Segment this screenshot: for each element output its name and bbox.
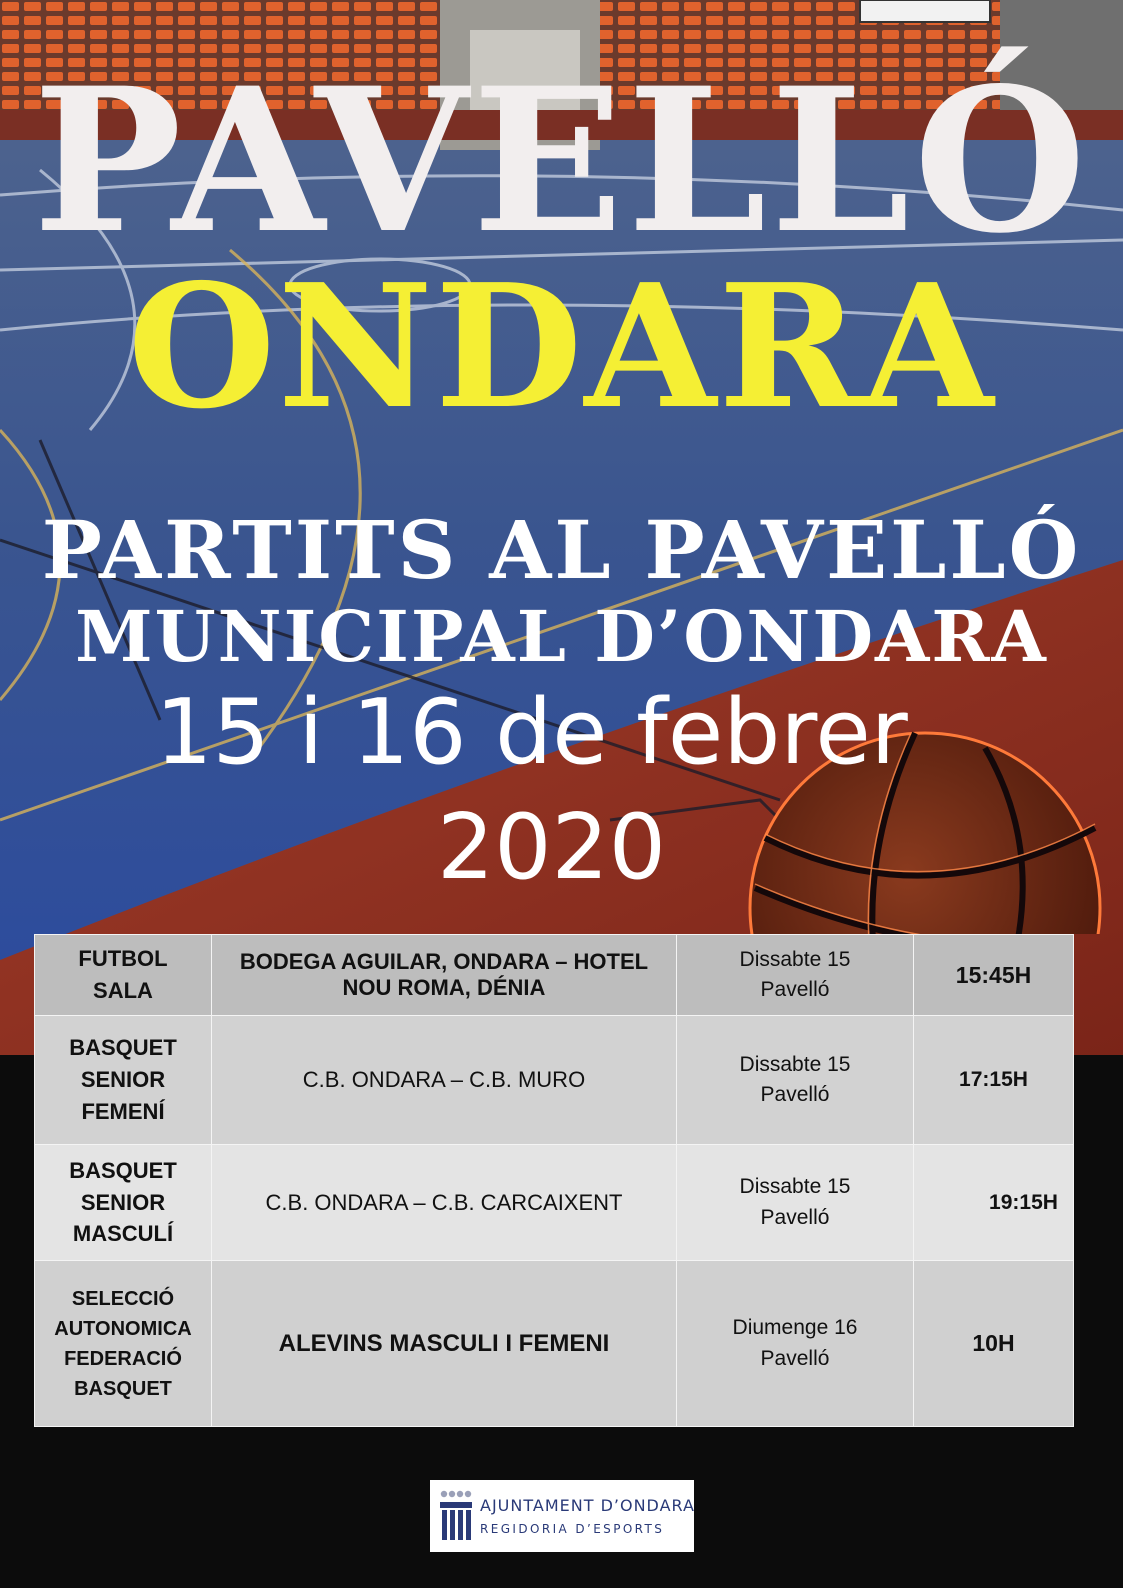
title-pavello: PAVELLÓ: [32, 44, 1091, 277]
sport-line: FEMENÍ: [81, 1098, 165, 1124]
table-row: [35, 1261, 1074, 1427]
day-cell: [677, 1145, 914, 1261]
day-label: Dissabte 15: [739, 1052, 851, 1076]
ajuntament-logo: [430, 1480, 694, 1552]
table-row: [35, 1145, 1074, 1261]
title-ondara: ONDARA: [127, 247, 996, 447]
match-cell: ALEVINS MASCULI I FEMENI: [212, 1261, 677, 1427]
sport-line: AUTONOMICA: [54, 1317, 192, 1340]
day-cell: [677, 935, 914, 1016]
sport-cell: [35, 1261, 212, 1427]
subtitle-line-1: PARTITS AL PAVELLÓ: [41, 503, 1082, 597]
time-cell: 17:15H: [914, 1016, 1074, 1145]
venue-label: Pavelló: [760, 1083, 830, 1106]
time-label: 19:15H: [989, 1190, 1058, 1214]
sport-line: SENIOR: [80, 1067, 166, 1093]
table-row: [35, 935, 1074, 1016]
venue-label: Pavelló: [760, 978, 830, 1001]
day-label: Dissabte 15: [739, 947, 851, 971]
sport-line: MASCULÍ: [72, 1221, 174, 1247]
sport-cell: [35, 1145, 212, 1261]
venue-label: Pavelló: [760, 1205, 830, 1229]
match-cell: C.B. ONDARA – C.B. MURO: [212, 1016, 677, 1145]
sport-line: BASQUET: [69, 1035, 177, 1061]
logo-name: AJUNTAMENT D’ONDARA: [480, 1496, 695, 1515]
time-cell: 10H: [914, 1261, 1074, 1427]
town-hall-emblem-icon: [438, 1488, 474, 1544]
day-label: Dissabte 15: [739, 1175, 851, 1199]
event-dates: 15 i 16 de febrer: [155, 680, 908, 785]
sport-line: FUTBOL: [78, 946, 168, 972]
sport-line: BASQUET: [69, 1157, 177, 1183]
subtitle-line-2: MUNICIPAL D’ONDARA: [75, 595, 1048, 678]
table-row: [35, 1016, 1074, 1145]
sport-line: SENIOR: [80, 1189, 166, 1215]
sport-line: FEDERACIÓ: [64, 1347, 182, 1370]
sport-line: SALA: [93, 978, 153, 1003]
time-cell: [914, 1145, 1074, 1261]
match-cell: C.B. ONDARA – C.B. CARCAIXENT: [212, 1145, 677, 1261]
sport-line: BASQUET: [74, 1377, 172, 1400]
match-line: NOU ROMA, DÉNIA: [342, 975, 546, 1000]
sport-cell: [35, 935, 212, 1016]
time-cell: 15:45H: [914, 935, 1074, 1016]
match-line: BODEGA AGUILAR, ONDARA – HOTEL: [239, 948, 649, 974]
match-cell: [212, 935, 677, 1016]
venue-label: Pavelló: [760, 1346, 830, 1370]
sport-cell: [35, 1016, 212, 1145]
match-schedule-table: [34, 934, 1074, 1427]
logo-department: REGIDORIA D’ESPORTS: [480, 1522, 665, 1536]
event-year: 2020: [436, 795, 667, 900]
day-cell: [677, 1261, 914, 1427]
sport-line: SELECCIÓ: [71, 1287, 175, 1310]
day-cell: [677, 1016, 914, 1145]
day-label: Diumenge 16: [732, 1316, 858, 1340]
